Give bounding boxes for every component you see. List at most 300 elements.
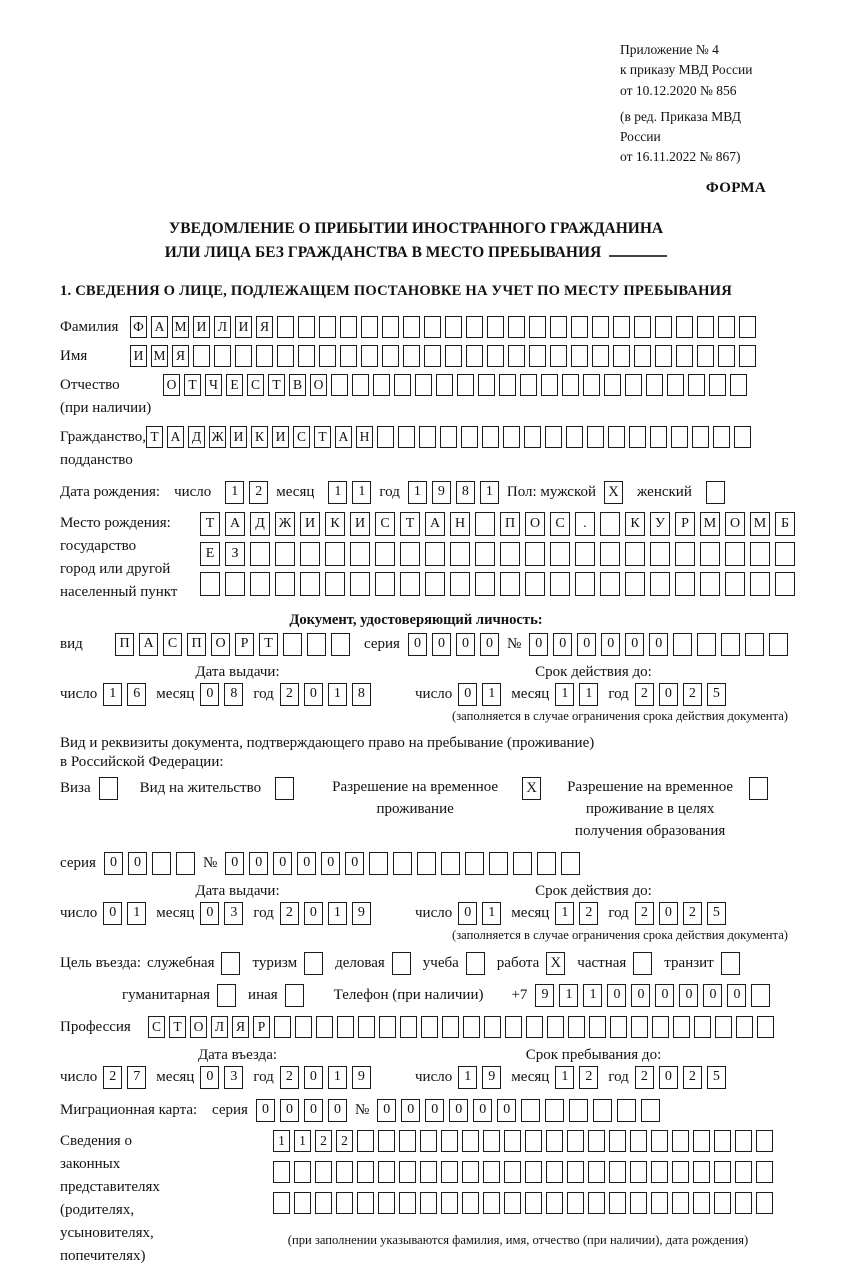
char-cell[interactable]: З — [225, 542, 245, 566]
char-cell[interactable] — [369, 852, 388, 875]
char-cell[interactable] — [775, 572, 795, 596]
char-cell[interactable] — [400, 572, 420, 596]
char-cell[interactable]: А — [425, 512, 445, 536]
char-cell[interactable]: 0 — [200, 902, 219, 925]
char-cell[interactable] — [697, 633, 716, 656]
char-cell[interactable] — [550, 316, 567, 338]
char-cell[interactable] — [714, 1130, 731, 1152]
char-cell[interactable] — [487, 316, 504, 338]
char-cell[interactable] — [489, 852, 508, 875]
char-cell[interactable]: О — [725, 512, 745, 536]
char-cell[interactable]: 0 — [304, 1066, 323, 1089]
char-cell[interactable]: 1 — [408, 481, 427, 504]
char-cell[interactable]: Я — [232, 1016, 249, 1038]
char-cell[interactable] — [609, 1130, 626, 1152]
char-cell[interactable]: Ж — [275, 512, 295, 536]
char-cell[interactable] — [735, 1130, 752, 1152]
char-cell[interactable] — [399, 1161, 416, 1183]
char-cell[interactable]: 5 — [707, 683, 726, 706]
char-cell[interactable] — [440, 426, 457, 448]
char-cell[interactable] — [378, 1161, 395, 1183]
char-cell[interactable]: 1 — [555, 683, 574, 706]
char-cell[interactable]: 0 — [432, 633, 451, 656]
char-cell[interactable]: 1 — [328, 902, 347, 925]
char-cell[interactable] — [651, 1130, 668, 1152]
char-cell[interactable] — [457, 374, 474, 396]
char-cell[interactable] — [461, 426, 478, 448]
char-cell[interactable] — [420, 1161, 437, 1183]
purpose-private-checkbox[interactable] — [633, 952, 652, 975]
char-cell[interactable]: А — [167, 426, 184, 448]
char-cell[interactable]: А — [225, 512, 245, 536]
char-cell[interactable]: О — [211, 633, 230, 656]
char-cell[interactable]: 0 — [659, 1066, 678, 1089]
char-cell[interactable]: 0 — [659, 902, 678, 925]
char-cell[interactable] — [483, 1130, 500, 1152]
char-cell[interactable] — [331, 374, 348, 396]
char-cell[interactable] — [358, 1016, 375, 1038]
char-cell[interactable]: М — [750, 512, 770, 536]
char-cell[interactable]: 1 — [103, 683, 122, 706]
char-cell[interactable] — [650, 542, 670, 566]
char-cell[interactable] — [462, 1192, 479, 1214]
char-cell[interactable] — [235, 345, 252, 367]
char-cell[interactable] — [420, 1130, 437, 1152]
char-cell[interactable]: 0 — [200, 1066, 219, 1089]
char-cell[interactable] — [583, 374, 600, 396]
char-cell[interactable] — [445, 316, 462, 338]
char-cell[interactable] — [508, 345, 525, 367]
char-cell[interactable] — [571, 316, 588, 338]
char-cell[interactable] — [688, 374, 705, 396]
char-cell[interactable]: 3 — [224, 902, 243, 925]
char-cell[interactable] — [550, 572, 570, 596]
char-cell[interactable] — [588, 1192, 605, 1214]
char-cell[interactable] — [725, 542, 745, 566]
char-cell[interactable] — [521, 1099, 540, 1122]
char-cell[interactable]: Е — [200, 542, 220, 566]
char-cell[interactable] — [283, 633, 302, 656]
char-cell[interactable]: И — [235, 316, 252, 338]
char-cell[interactable] — [735, 1192, 752, 1214]
char-cell[interactable] — [655, 316, 672, 338]
char-cell[interactable]: Е — [226, 374, 243, 396]
char-cell[interactable] — [298, 316, 315, 338]
temp-residence-checkbox[interactable]: X — [522, 777, 541, 800]
char-cell[interactable] — [751, 984, 770, 1007]
char-cell[interactable]: А — [151, 316, 168, 338]
char-cell[interactable]: Я — [256, 316, 273, 338]
char-cell[interactable]: 1 — [458, 1066, 477, 1089]
residence-permit-checkbox[interactable] — [275, 777, 294, 800]
char-cell[interactable] — [445, 345, 462, 367]
char-cell[interactable]: Т — [259, 633, 278, 656]
char-cell[interactable]: Р — [253, 1016, 270, 1038]
char-cell[interactable]: 1 — [352, 481, 371, 504]
char-cell[interactable] — [714, 1192, 731, 1214]
char-cell[interactable]: 1 — [482, 683, 501, 706]
char-cell[interactable] — [442, 1016, 459, 1038]
char-cell[interactable]: 2 — [249, 481, 268, 504]
char-cell[interactable] — [319, 316, 336, 338]
char-cell[interactable] — [336, 1192, 353, 1214]
char-cell[interactable]: М — [700, 512, 720, 536]
char-cell[interactable]: 0 — [577, 633, 596, 656]
char-cell[interactable] — [475, 542, 495, 566]
char-cell[interactable] — [571, 345, 588, 367]
char-cell[interactable]: 0 — [128, 852, 147, 875]
char-cell[interactable] — [275, 542, 295, 566]
char-cell[interactable]: 0 — [225, 852, 244, 875]
char-cell[interactable]: О — [525, 512, 545, 536]
char-cell[interactable] — [393, 852, 412, 875]
char-cell[interactable]: 0 — [273, 852, 292, 875]
purpose-humanitarian-checkbox[interactable] — [217, 984, 236, 1007]
char-cell[interactable] — [588, 1130, 605, 1152]
char-cell[interactable]: 0 — [103, 902, 122, 925]
char-cell[interactable]: 8 — [224, 683, 243, 706]
char-cell[interactable]: 9 — [482, 1066, 501, 1089]
char-cell[interactable] — [399, 1130, 416, 1152]
char-cell[interactable]: М — [151, 345, 168, 367]
char-cell[interactable] — [526, 1016, 543, 1038]
char-cell[interactable] — [651, 1161, 668, 1183]
char-cell[interactable]: 1 — [127, 902, 146, 925]
char-cell[interactable]: 2 — [635, 1066, 654, 1089]
char-cell[interactable]: 0 — [655, 984, 674, 1007]
char-cell[interactable]: 0 — [304, 683, 323, 706]
char-cell[interactable]: С — [247, 374, 264, 396]
char-cell[interactable] — [756, 1130, 773, 1152]
char-cell[interactable]: С — [550, 512, 570, 536]
char-cell[interactable] — [403, 316, 420, 338]
char-cell[interactable]: 0 — [480, 633, 499, 656]
char-cell[interactable]: 8 — [352, 683, 371, 706]
char-cell[interactable] — [757, 1016, 774, 1038]
char-cell[interactable] — [697, 316, 714, 338]
char-cell[interactable] — [718, 316, 735, 338]
char-cell[interactable] — [546, 1161, 563, 1183]
char-cell[interactable]: И — [193, 316, 210, 338]
char-cell[interactable]: К — [325, 512, 345, 536]
char-cell[interactable]: В — [289, 374, 306, 396]
char-cell[interactable] — [676, 345, 693, 367]
char-cell[interactable] — [634, 316, 651, 338]
char-cell[interactable] — [378, 1192, 395, 1214]
char-cell[interactable] — [567, 1161, 584, 1183]
char-cell[interactable] — [500, 572, 520, 596]
char-cell[interactable] — [756, 1192, 773, 1214]
char-cell[interactable]: Н — [450, 512, 470, 536]
char-cell[interactable] — [736, 1016, 753, 1038]
char-cell[interactable]: 2 — [280, 1066, 299, 1089]
char-cell[interactable]: Л — [214, 316, 231, 338]
char-cell[interactable]: И — [130, 345, 147, 367]
char-cell[interactable]: 0 — [377, 1099, 396, 1122]
char-cell[interactable]: 0 — [401, 1099, 420, 1122]
char-cell[interactable]: Н — [356, 426, 373, 448]
char-cell[interactable]: 1 — [328, 1066, 347, 1089]
char-cell[interactable] — [377, 426, 394, 448]
char-cell[interactable]: Т — [169, 1016, 186, 1038]
char-cell[interactable] — [315, 1192, 332, 1214]
char-cell[interactable] — [561, 852, 580, 875]
visa-checkbox[interactable] — [99, 777, 118, 800]
char-cell[interactable] — [715, 1016, 732, 1038]
char-cell[interactable]: 0 — [200, 683, 219, 706]
char-cell[interactable]: 0 — [601, 633, 620, 656]
char-cell[interactable]: Т — [184, 374, 201, 396]
char-cell[interactable]: С — [293, 426, 310, 448]
char-cell[interactable] — [424, 316, 441, 338]
char-cell[interactable] — [713, 426, 730, 448]
char-cell[interactable] — [650, 572, 670, 596]
char-cell[interactable] — [520, 374, 537, 396]
char-cell[interactable]: 9 — [432, 481, 451, 504]
char-cell[interactable]: 0 — [607, 984, 626, 1007]
char-cell[interactable] — [399, 1192, 416, 1214]
char-cell[interactable] — [487, 345, 504, 367]
char-cell[interactable] — [420, 1192, 437, 1214]
char-cell[interactable]: 0 — [529, 633, 548, 656]
char-cell[interactable] — [524, 426, 541, 448]
char-cell[interactable]: 0 — [249, 852, 268, 875]
char-cell[interactable] — [256, 345, 273, 367]
char-cell[interactable] — [436, 374, 453, 396]
char-cell[interactable] — [400, 542, 420, 566]
char-cell[interactable]: 1 — [294, 1130, 311, 1152]
char-cell[interactable]: 2 — [683, 683, 702, 706]
char-cell[interactable] — [734, 426, 751, 448]
char-cell[interactable] — [667, 374, 684, 396]
char-cell[interactable]: 9 — [352, 902, 371, 925]
char-cell[interactable] — [463, 1016, 480, 1038]
char-cell[interactable] — [337, 1016, 354, 1038]
char-cell[interactable] — [730, 374, 747, 396]
char-cell[interactable] — [499, 374, 516, 396]
char-cell[interactable]: Т — [268, 374, 285, 396]
char-cell[interactable] — [630, 1192, 647, 1214]
char-cell[interactable] — [671, 426, 688, 448]
char-cell[interactable]: 1 — [579, 683, 598, 706]
char-cell[interactable] — [295, 1016, 312, 1038]
char-cell[interactable]: 0 — [104, 852, 123, 875]
char-cell[interactable] — [403, 345, 420, 367]
char-cell[interactable] — [566, 426, 583, 448]
char-cell[interactable] — [441, 1192, 458, 1214]
char-cell[interactable] — [675, 572, 695, 596]
char-cell[interactable] — [465, 852, 484, 875]
char-cell[interactable] — [545, 1099, 564, 1122]
char-cell[interactable] — [325, 572, 345, 596]
char-cell[interactable]: 0 — [449, 1099, 468, 1122]
char-cell[interactable]: О — [310, 374, 327, 396]
char-cell[interactable]: 2 — [683, 902, 702, 925]
char-cell[interactable] — [739, 345, 756, 367]
char-cell[interactable]: 9 — [535, 984, 554, 1007]
char-cell[interactable]: Ф — [130, 316, 147, 338]
char-cell[interactable] — [508, 316, 525, 338]
char-cell[interactable] — [673, 633, 692, 656]
char-cell[interactable]: Д — [250, 512, 270, 536]
char-cell[interactable] — [550, 542, 570, 566]
char-cell[interactable] — [609, 1192, 626, 1214]
purpose-work-checkbox[interactable]: X — [546, 952, 565, 975]
char-cell[interactable] — [625, 374, 642, 396]
char-cell[interactable]: Ч — [205, 374, 222, 396]
char-cell[interactable] — [425, 542, 445, 566]
char-cell[interactable] — [450, 542, 470, 566]
char-cell[interactable] — [400, 1016, 417, 1038]
char-cell[interactable] — [350, 542, 370, 566]
char-cell[interactable]: Л — [211, 1016, 228, 1038]
char-cell[interactable]: 0 — [321, 852, 340, 875]
char-cell[interactable] — [274, 1016, 291, 1038]
char-cell[interactable] — [600, 542, 620, 566]
char-cell[interactable] — [600, 512, 620, 536]
char-cell[interactable] — [352, 374, 369, 396]
char-cell[interactable] — [273, 1161, 290, 1183]
purpose-other-checkbox[interactable] — [285, 984, 304, 1007]
char-cell[interactable] — [631, 1016, 648, 1038]
char-cell[interactable]: 0 — [458, 683, 477, 706]
char-cell[interactable] — [525, 542, 545, 566]
char-cell[interactable] — [450, 572, 470, 596]
char-cell[interactable]: 1 — [555, 902, 574, 925]
char-cell[interactable]: 0 — [473, 1099, 492, 1122]
char-cell[interactable]: 0 — [328, 1099, 347, 1122]
char-cell[interactable] — [545, 426, 562, 448]
char-cell[interactable] — [340, 316, 357, 338]
char-cell[interactable] — [630, 1130, 647, 1152]
char-cell[interactable] — [672, 1192, 689, 1214]
char-cell[interactable] — [692, 426, 709, 448]
char-cell[interactable] — [567, 1130, 584, 1152]
char-cell[interactable] — [547, 1016, 564, 1038]
char-cell[interactable] — [673, 1016, 690, 1038]
char-cell[interactable] — [294, 1192, 311, 1214]
char-cell[interactable] — [484, 1016, 501, 1038]
char-cell[interactable]: 2 — [635, 902, 654, 925]
char-cell[interactable] — [373, 374, 390, 396]
char-cell[interactable] — [693, 1130, 710, 1152]
purpose-study-checkbox[interactable] — [466, 952, 485, 975]
char-cell[interactable] — [466, 345, 483, 367]
char-cell[interactable] — [421, 1016, 438, 1038]
char-cell[interactable]: 1 — [273, 1130, 290, 1152]
char-cell[interactable] — [750, 542, 770, 566]
char-cell[interactable]: И — [350, 512, 370, 536]
char-cell[interactable]: 5 — [707, 902, 726, 925]
char-cell[interactable]: С — [163, 633, 182, 656]
char-cell[interactable] — [593, 1099, 612, 1122]
purpose-business-checkbox[interactable] — [392, 952, 411, 975]
char-cell[interactable] — [513, 852, 532, 875]
char-cell[interactable] — [672, 1130, 689, 1152]
char-cell[interactable] — [325, 542, 345, 566]
char-cell[interactable] — [651, 1192, 668, 1214]
char-cell[interactable]: 8 — [456, 481, 475, 504]
char-cell[interactable] — [315, 1161, 332, 1183]
char-cell[interactable]: 0 — [631, 984, 650, 1007]
char-cell[interactable]: 0 — [679, 984, 698, 1007]
char-cell[interactable] — [646, 374, 663, 396]
char-cell[interactable]: О — [190, 1016, 207, 1038]
char-cell[interactable] — [378, 1130, 395, 1152]
char-cell[interactable] — [725, 572, 745, 596]
char-cell[interactable] — [382, 316, 399, 338]
char-cell[interactable] — [613, 345, 630, 367]
char-cell[interactable] — [273, 1192, 290, 1214]
char-cell[interactable]: Р — [235, 633, 254, 656]
char-cell[interactable]: 1 — [482, 902, 501, 925]
char-cell[interactable]: 2 — [280, 683, 299, 706]
char-cell[interactable]: 2 — [315, 1130, 332, 1152]
char-cell[interactable]: 1 — [555, 1066, 574, 1089]
char-cell[interactable]: Т — [314, 426, 331, 448]
char-cell[interactable] — [250, 542, 270, 566]
char-cell[interactable] — [629, 426, 646, 448]
char-cell[interactable] — [152, 852, 171, 875]
char-cell[interactable]: П — [115, 633, 134, 656]
char-cell[interactable] — [300, 542, 320, 566]
char-cell[interactable] — [298, 345, 315, 367]
char-cell[interactable] — [478, 374, 495, 396]
char-cell[interactable] — [350, 572, 370, 596]
char-cell[interactable] — [525, 572, 545, 596]
char-cell[interactable]: 2 — [579, 1066, 598, 1089]
char-cell[interactable]: 0 — [456, 633, 475, 656]
char-cell[interactable] — [604, 374, 621, 396]
char-cell[interactable] — [562, 374, 579, 396]
char-cell[interactable] — [375, 542, 395, 566]
char-cell[interactable]: 0 — [345, 852, 364, 875]
char-cell[interactable]: 2 — [336, 1130, 353, 1152]
char-cell[interactable] — [441, 1130, 458, 1152]
purpose-transit-checkbox[interactable] — [721, 952, 740, 975]
char-cell[interactable] — [592, 345, 609, 367]
char-cell[interactable] — [200, 572, 220, 596]
char-cell[interactable] — [357, 1161, 374, 1183]
char-cell[interactable] — [475, 572, 495, 596]
char-cell[interactable]: 0 — [304, 902, 323, 925]
char-cell[interactable] — [504, 1130, 521, 1152]
char-cell[interactable] — [756, 1161, 773, 1183]
char-cell[interactable] — [589, 1016, 606, 1038]
char-cell[interactable] — [466, 316, 483, 338]
char-cell[interactable] — [294, 1161, 311, 1183]
char-cell[interactable]: С — [375, 512, 395, 536]
char-cell[interactable] — [745, 633, 764, 656]
char-cell[interactable]: 1 — [225, 481, 244, 504]
char-cell[interactable]: 1 — [480, 481, 499, 504]
char-cell[interactable]: И — [230, 426, 247, 448]
char-cell[interactable] — [176, 852, 195, 875]
char-cell[interactable]: 0 — [649, 633, 668, 656]
char-cell[interactable] — [319, 345, 336, 367]
char-cell[interactable]: 1 — [583, 984, 602, 1007]
char-cell[interactable] — [625, 572, 645, 596]
temp-residence-edu-checkbox[interactable] — [749, 777, 768, 800]
char-cell[interactable] — [529, 316, 546, 338]
char-cell[interactable]: П — [187, 633, 206, 656]
char-cell[interactable] — [700, 542, 720, 566]
char-cell[interactable]: 0 — [297, 852, 316, 875]
char-cell[interactable] — [340, 345, 357, 367]
char-cell[interactable]: Т — [146, 426, 163, 448]
char-cell[interactable] — [617, 1099, 636, 1122]
char-cell[interactable]: 1 — [559, 984, 578, 1007]
